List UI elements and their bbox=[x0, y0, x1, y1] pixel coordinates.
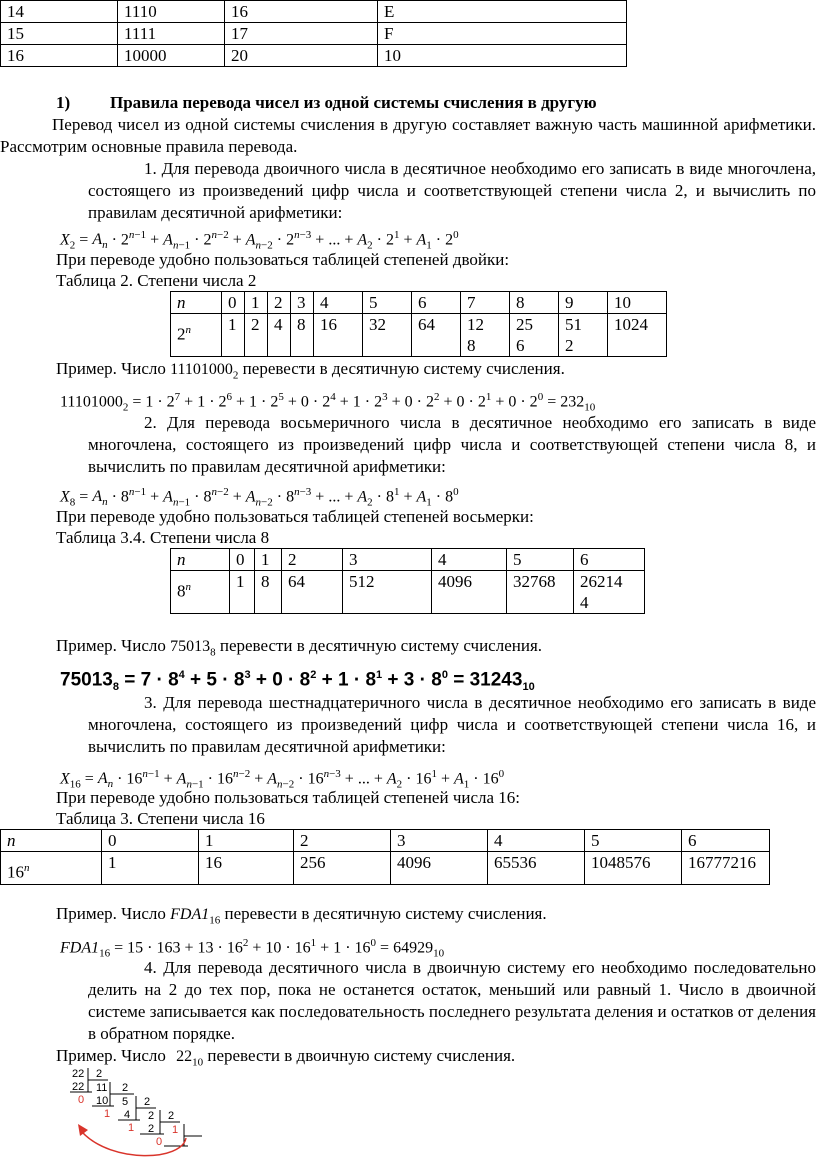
table-row bbox=[1, 1, 627, 23]
table-cell: 16 bbox=[199, 852, 294, 885]
table-cell: 1024 bbox=[608, 314, 667, 357]
example-suffix: перевести в десятичную систему счисления. bbox=[219, 636, 543, 655]
table-cell: 1 bbox=[255, 549, 282, 571]
division-digit: 2 bbox=[168, 1110, 175, 1122]
table-cell: 5 bbox=[363, 292, 412, 314]
division-digit: 2 bbox=[148, 1110, 155, 1122]
table-cell: 1110 bbox=[118, 1, 225, 23]
rule1-paragraph: 1. Для перевода двоичного числа в десятичное необходимо его записать в виде многочлена, состоящего из произведений цифр числа и соответствующей степени числа 2, и вычислить по правилам десятичной арифметики: bbox=[88, 159, 816, 222]
table-row bbox=[171, 571, 645, 614]
table-cell: 17 bbox=[225, 23, 378, 45]
table-row bbox=[1, 23, 627, 45]
formula-base: 16 bbox=[99, 947, 111, 960]
table-cell: 16 bbox=[1, 45, 118, 67]
table-row bbox=[171, 314, 667, 357]
formula-base: 8 bbox=[112, 681, 119, 694]
powers-of-16-table bbox=[0, 829, 770, 885]
table-cell: 1 bbox=[230, 571, 255, 614]
division-remainder: 0 bbox=[78, 1094, 85, 1106]
table-cell: 9 bbox=[559, 292, 608, 314]
division-remainder: 1 bbox=[172, 1124, 179, 1136]
division-digit: 2 bbox=[96, 1068, 103, 1080]
division-digit: 2 bbox=[144, 1096, 151, 1108]
rule1-example-formula: $11101000_2 = 1 \cdot 2^7 + 1 \cdot 2^6 + 1 \cdot 2^5 + 0 \cdot 2^4 + 1 \cdot 2^3 + 0 \cdot 2^2 + 0 \cdot 2^1 + 0 \cdot 2^0 = 232_{10}$ bbox=[60, 391, 596, 414]
table-cell: 1 bbox=[102, 852, 199, 885]
table-cell: 1048576 bbox=[585, 852, 682, 885]
table-cell: 14 bbox=[1, 1, 118, 23]
rule1-formula: $X_2 = A_n \cdot 2^{n-1} + A_{n-1} \cdot 2^{n-2} + A_{n-2} \cdot 2^{n-3}$ + ... + $A_2 \cdot 2^1 + A_1 \cdot 2^0$ bbox=[60, 229, 459, 252]
table-cell: 16$^n$ bbox=[1, 852, 102, 885]
table-cell: 1111 bbox=[118, 23, 225, 45]
division-digit: 11 bbox=[96, 1082, 108, 1094]
rule4-paragraph: 4. Для перевода десятичного числа в двоичную систему его необходимо последовательно делить на 2 до тех пор, пока не останется остаток, меньший или равный 1. Число в двоичной системе записывается как последовательность последнего результата деления и остатков от деления в обратном порядке. bbox=[88, 958, 816, 1043]
table-cell: 4 bbox=[268, 314, 291, 357]
table-cell: 4 bbox=[432, 549, 507, 571]
table-row bbox=[1, 830, 770, 852]
table-cell: 512 bbox=[343, 571, 432, 614]
table-cell: 0 bbox=[230, 549, 255, 571]
formula-number: FDA1 bbox=[60, 939, 100, 957]
formula-number: 11101000 bbox=[60, 393, 123, 411]
example-prefix: Пример. Число bbox=[56, 359, 166, 378]
example-prefix: Пример. Число bbox=[56, 636, 166, 655]
formula-result-base: 10 bbox=[522, 681, 535, 694]
rule1-table-caption: Таблица 2. Степени числа 2 bbox=[56, 271, 257, 290]
table-cell: 3 bbox=[343, 549, 432, 571]
division-digit: 10 bbox=[96, 1095, 109, 1107]
table-cell: 4096 bbox=[391, 852, 488, 885]
powers-of-8-table bbox=[170, 548, 645, 614]
table-cell: 7 bbox=[461, 292, 510, 314]
formula-number: 75013 bbox=[60, 669, 113, 691]
table-cell: 8 bbox=[291, 314, 314, 357]
table-cell: 4096 bbox=[432, 571, 507, 614]
division-remainder: 1 bbox=[128, 1122, 135, 1134]
table-cell: 12 8 bbox=[461, 314, 510, 357]
table-cell: 8$^n$ bbox=[171, 571, 230, 614]
formula-result: 31243 bbox=[469, 669, 523, 691]
table-cell: n bbox=[177, 293, 186, 312]
power-base: 2 bbox=[177, 324, 186, 344]
section-title: Правила перевода чисел из одной системы счисления в другую bbox=[110, 93, 597, 112]
rule3-hint: При переводе удобно пользоваться таблицей степеней числа 16: bbox=[56, 788, 521, 807]
table-cell: 5 bbox=[507, 549, 574, 571]
table-cell: 6 bbox=[682, 830, 770, 852]
intro-paragraph: Перевод чисел из одной системы счисления в другую составляет важную часть машинной арифметики. Рассмотрим основные правила перевода. bbox=[0, 115, 816, 156]
table-row bbox=[1, 852, 770, 885]
arrow-head bbox=[78, 1124, 88, 1136]
table-cell: 5 bbox=[585, 830, 682, 852]
example-suffix: перевести в двоичную систему счисления. bbox=[207, 1046, 516, 1065]
rule2-hint: При переводе удобно пользоваться таблицей степеней восьмерки: bbox=[56, 507, 534, 526]
table-cell: 20 bbox=[225, 45, 378, 67]
table-cell: 16777216 bbox=[682, 852, 770, 885]
example-suffix: перевести в десятичную систему счисления. bbox=[224, 904, 547, 923]
table-cell: 0 bbox=[222, 292, 245, 314]
table-cell: F bbox=[378, 23, 627, 45]
table-cell: 16 bbox=[314, 314, 363, 357]
table-cell: 1 bbox=[199, 830, 294, 852]
table-cell: 16 bbox=[225, 1, 378, 23]
rule3-example bbox=[56, 903, 547, 931]
table-cell: 4 bbox=[488, 830, 585, 852]
division-remainder: 0 bbox=[156, 1136, 163, 1148]
table-cell: 15 bbox=[1, 23, 118, 45]
section-number: 1) bbox=[56, 93, 71, 112]
rule3-paragraph: 3. Для перевода шестнадцатеричного числа в десятичное необходимо его записать в виде многочлена, состоящего из произведений цифр числа и соответствующей степени числа 16, и вычислить по правилам десятичной арифметики: bbox=[88, 693, 816, 756]
table-cell: 0 bbox=[102, 830, 199, 852]
table-cell: 2 bbox=[245, 314, 268, 357]
table-cell: 10 bbox=[378, 45, 627, 67]
example-prefix: Пример. Число bbox=[56, 904, 166, 923]
powers-of-2-table bbox=[170, 291, 667, 357]
example-number: FDA1 bbox=[170, 906, 210, 923]
table-cell: 8 bbox=[255, 571, 282, 614]
table-cell: 6 bbox=[412, 292, 461, 314]
table-cell: 51 2 bbox=[559, 314, 608, 357]
example-base: 2 bbox=[232, 369, 239, 382]
arrow-curve bbox=[82, 1132, 186, 1156]
power-base: 16 bbox=[7, 862, 24, 882]
rule2-table-caption: Таблица 3.4. Степени числа 8 bbox=[56, 528, 270, 547]
division-digit: 5 bbox=[122, 1096, 129, 1108]
rule2-example bbox=[56, 635, 542, 663]
table-row bbox=[1, 45, 627, 67]
table-cell: E bbox=[378, 1, 627, 23]
table-cell: 2 bbox=[268, 292, 291, 314]
table-cell: 64 bbox=[282, 571, 343, 614]
table-row bbox=[171, 292, 667, 314]
table-cell: 10 bbox=[608, 292, 667, 314]
table-row bbox=[171, 549, 645, 571]
table-cell: 32768 bbox=[507, 571, 574, 614]
rule1-example bbox=[56, 358, 565, 386]
example-base: 8 bbox=[210, 646, 216, 659]
division-digit: 4 bbox=[124, 1109, 131, 1121]
table-cell: 2$^n$ bbox=[171, 314, 222, 357]
table-cell: 2 bbox=[294, 830, 391, 852]
example-base: 16 bbox=[209, 914, 221, 927]
table-cell: 8 bbox=[510, 292, 559, 314]
formula-base: 2 bbox=[122, 401, 129, 414]
division-diagram bbox=[52, 1066, 212, 1161]
table-cell: 1 bbox=[245, 292, 268, 314]
table-cell: 256 bbox=[294, 852, 391, 885]
division-remainder: 1 bbox=[104, 1108, 111, 1120]
rule3-formula: $X_{16} = A_n \cdot 16^{n-1} + A_{n-1} \cdot 16^{n-2} + A_{n-2} \cdot 16^{n-3}$ + ... + $A_2 \cdot 16^1 + A_1 \cdot 16^0$ bbox=[60, 768, 505, 791]
top-table bbox=[0, 0, 627, 67]
table-cell: 4 bbox=[314, 292, 363, 314]
table-cell: 2 bbox=[282, 549, 343, 571]
table-cell: 25 6 bbox=[510, 314, 559, 357]
division-digit: 2 bbox=[148, 1123, 155, 1135]
example-number: 22 bbox=[176, 1048, 193, 1065]
formula-result-base: 10 bbox=[433, 947, 445, 960]
rule1-hint: При переводе удобно пользоваться таблицей степеней двойки: bbox=[56, 250, 510, 269]
table-cell: 6 bbox=[574, 549, 645, 571]
table-cell: 32 bbox=[363, 314, 412, 357]
power-base: 8 bbox=[177, 581, 186, 601]
rule3-example-formula: $FDA1_{16} = 15 \cdot 163 + 13 \cdot 16^2 + 10 \cdot 16^1 + 1 \cdot 16^0 = 64929_{10}$ bbox=[60, 937, 445, 960]
example-number: 75013 bbox=[170, 638, 211, 655]
rule3-table-caption: Таблица 3. Степени числа 16 bbox=[56, 809, 265, 828]
table-cell: n bbox=[177, 550, 186, 569]
rule2-example-formula: $75013_8 = 7 \cdot 8^4 + 5 \cdot 8^3 + 0 \cdot 8^2 + 1 \cdot 8^1 + 3 \cdot 8^0 = 31243_{10}$ bbox=[60, 669, 535, 694]
table-cell: 3 bbox=[391, 830, 488, 852]
division-digit: 2 bbox=[122, 1082, 129, 1094]
table-cell: 3 bbox=[291, 292, 314, 314]
table-cell: n bbox=[7, 831, 16, 850]
table-cell: 1 bbox=[222, 314, 245, 357]
division-digit: 22 bbox=[72, 1068, 85, 1080]
rule2-formula: $X_8 = A_n \cdot 8^{n-1} + A_{n-1} \cdot 8^{n-2} + A_{n-2} \cdot 8^{n-3}$ + ... + $A_2 \cdot 8^1 + A_1 \cdot 8^0$ bbox=[60, 486, 459, 509]
table-cell: 64 bbox=[412, 314, 461, 357]
example-base: 10 bbox=[192, 1056, 204, 1069]
division-digit: 22 bbox=[72, 1081, 85, 1093]
formula-result-base: 10 bbox=[584, 401, 596, 414]
table-cell: 65536 bbox=[488, 852, 585, 885]
example-number: 11101000 bbox=[170, 361, 233, 378]
formula-result: 232 bbox=[560, 393, 585, 411]
table-cell: 26214 4 bbox=[574, 571, 645, 614]
example-prefix: Пример. Число bbox=[56, 1046, 166, 1065]
example-suffix: перевести в десятичную систему счисления. bbox=[242, 359, 565, 378]
formula-result: 64929 bbox=[393, 939, 434, 957]
table-cell: 10000 bbox=[118, 45, 225, 67]
rule2-paragraph: 2. Для перевода восьмеричного числа в десятичное необходимо его записать в виде многочлена, состоящего из произведений цифр числа и соответствующей степени числа 8, и вычислить по правилам десятичной арифметики: bbox=[88, 413, 816, 476]
